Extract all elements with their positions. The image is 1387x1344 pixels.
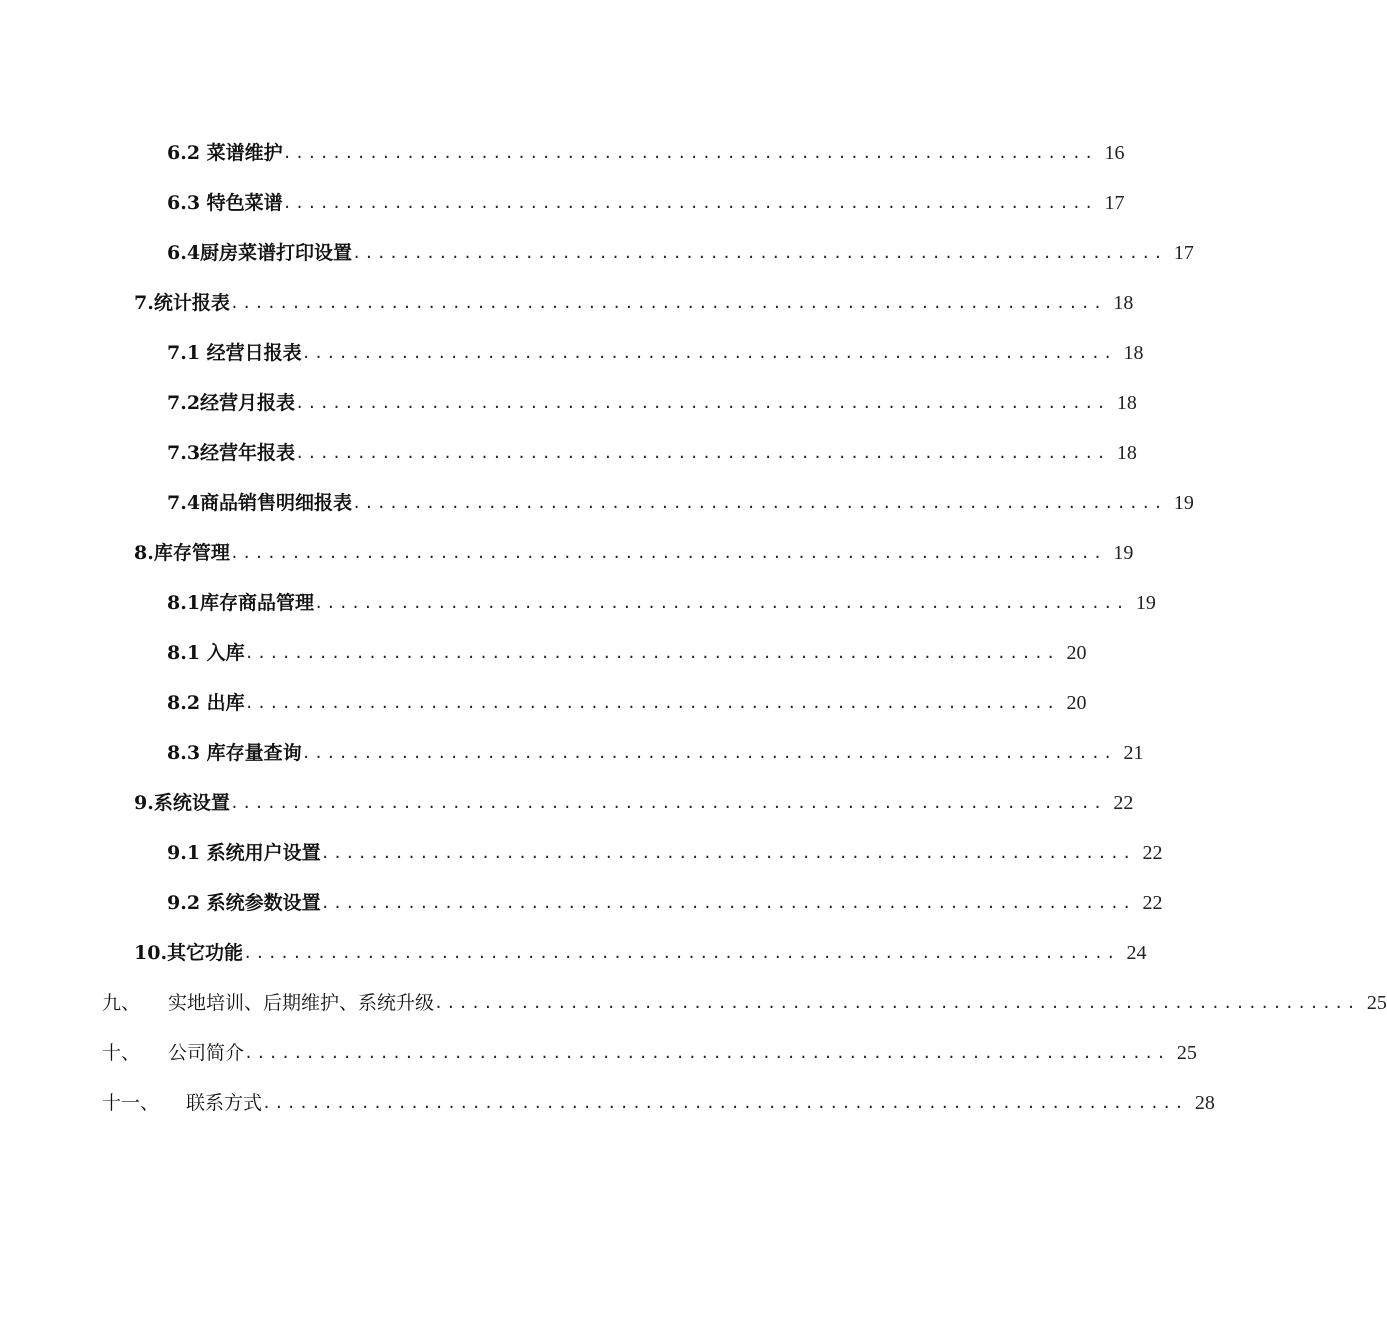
- toc-entry[interactable]: [167, 475, 1194, 515]
- toc-entry-label: 7.3经营年报表: [167, 442, 296, 464]
- toc-leader-dots: ..................................................................: [295, 444, 1109, 462]
- toc-leader-dots: ..................................................................: [295, 394, 1109, 412]
- toc-entry-label: 9.1 系统用户设置: [167, 842, 321, 864]
- toc-page-number: 17: [1173, 242, 1194, 264]
- toc-entry[interactable]: [167, 225, 1194, 265]
- toc-leader-dots: ...........................................................................: [434, 994, 1359, 1012]
- toc-entry[interactable]: [167, 425, 1137, 465]
- toc-leader-dots: ..................................................................: [282, 194, 1097, 212]
- toc-entry-label: 实地培训、后期维护、系统升级: [168, 992, 435, 1014]
- toc-page-number: 18: [1116, 442, 1137, 464]
- toc-entry[interactable]: [167, 625, 1087, 665]
- toc-leader-dots: .......................................................................: [243, 944, 1119, 962]
- toc-entry-label: 6.2 菜谱维护: [167, 142, 283, 164]
- toc-entry-label: 8.1库存商品管理: [167, 592, 315, 614]
- toc-entry[interactable]: [167, 125, 1125, 165]
- toc-page-number: 18: [1116, 392, 1137, 414]
- toc-entry-label: 8.1 入库: [167, 642, 245, 664]
- toc-page-number: 19: [1135, 592, 1156, 614]
- toc-entry[interactable]: [134, 525, 1134, 565]
- toc-page-number: 22: [1142, 892, 1163, 914]
- toc-entry-label: 9.系统设置: [134, 792, 230, 814]
- toc-chapter-entry[interactable]: [102, 975, 1387, 1015]
- toc-entry-label: 8.2 出库: [167, 692, 245, 714]
- toc-page-number: 28: [1194, 1092, 1215, 1114]
- toc-entry-label: 7.4商品销售明细报表: [167, 492, 353, 514]
- toc-page-number: 22: [1142, 842, 1163, 864]
- toc-entry[interactable]: [167, 825, 1163, 865]
- toc-entry-label: 8.3 库存量查询: [167, 742, 302, 764]
- toc-leader-dots: ..................................................................: [352, 244, 1166, 262]
- toc-leader-dots: ...........................................................................: [244, 1044, 1169, 1062]
- toc-leader-dots: ..................................................................: [244, 694, 1059, 712]
- toc-entry-label: 9.2 系统参数设置: [167, 892, 321, 914]
- toc-leader-dots: ..................................................................: [301, 344, 1116, 362]
- toc-chapter-entry[interactable]: [102, 1075, 1215, 1115]
- toc-entry[interactable]: [134, 775, 1134, 815]
- toc-entry-label: 8.库存管理: [134, 542, 230, 564]
- toc-entry[interactable]: [167, 675, 1087, 715]
- toc-leader-dots: ..................................................................: [301, 744, 1116, 762]
- toc-page-number: 16: [1104, 142, 1125, 164]
- toc-leader-dots: ..................................................................: [244, 644, 1059, 662]
- toc-leader-dots: .......................................................................: [229, 544, 1106, 562]
- toc-entry-label: 6.4厨房菜谱打印设置: [167, 242, 353, 264]
- toc-leader-dots: .......................................................................: [229, 794, 1106, 812]
- toc-page-number: 25: [1176, 1042, 1197, 1064]
- toc-page-number: 25: [1366, 992, 1387, 1014]
- toc-entry-label: 10.其它功能: [134, 942, 244, 964]
- toc-page-number: 17: [1104, 192, 1125, 214]
- toc-page-number: 21: [1123, 742, 1144, 764]
- toc-page-number: 19: [1173, 492, 1194, 514]
- toc-page-number: 24: [1126, 942, 1147, 964]
- toc-entry-label: 6.3 特色菜谱: [167, 192, 283, 214]
- toc-leader-dots: ..................................................................: [314, 594, 1128, 612]
- toc-entry-label: 公司简介: [168, 1042, 245, 1064]
- toc-leader-dots: ...........................................................................: [262, 1094, 1187, 1112]
- toc-chapter-number: 十、: [102, 1042, 141, 1064]
- toc-chapter-number: 九、: [102, 992, 141, 1014]
- toc-leader-dots: ..................................................................: [320, 844, 1135, 862]
- toc-entry-label: 7.1 经营日报表: [167, 342, 302, 364]
- toc-entry[interactable]: [167, 375, 1137, 415]
- toc-entry[interactable]: [167, 725, 1144, 765]
- toc-page-number: 19: [1113, 542, 1134, 564]
- toc-chapter-entry[interactable]: [102, 1025, 1197, 1065]
- toc-leader-dots: ..................................................................: [320, 894, 1135, 912]
- toc-entry[interactable]: [134, 275, 1134, 315]
- toc-page-number: 20: [1066, 692, 1087, 714]
- toc-leader-dots: ..................................................................: [352, 494, 1166, 512]
- toc-page-number: 22: [1113, 792, 1134, 814]
- toc-entry[interactable]: [167, 575, 1156, 615]
- toc-page-number: 20: [1066, 642, 1087, 664]
- toc-entry-label: 7.2经营月报表: [167, 392, 296, 414]
- toc-entry-label: 联系方式: [186, 1092, 263, 1114]
- toc-entry[interactable]: [134, 925, 1147, 965]
- toc-leader-dots: .......................................................................: [229, 294, 1106, 312]
- toc-entry-label: 7.统计报表: [134, 292, 230, 314]
- toc-entry[interactable]: [167, 875, 1163, 915]
- toc-entry[interactable]: [167, 175, 1125, 215]
- toc-entry[interactable]: [167, 325, 1144, 365]
- toc-page-number: 18: [1113, 292, 1134, 314]
- toc-chapter-number: 十一、: [102, 1092, 160, 1114]
- toc-leader-dots: ..................................................................: [282, 144, 1097, 162]
- toc-page-number: 18: [1123, 342, 1144, 364]
